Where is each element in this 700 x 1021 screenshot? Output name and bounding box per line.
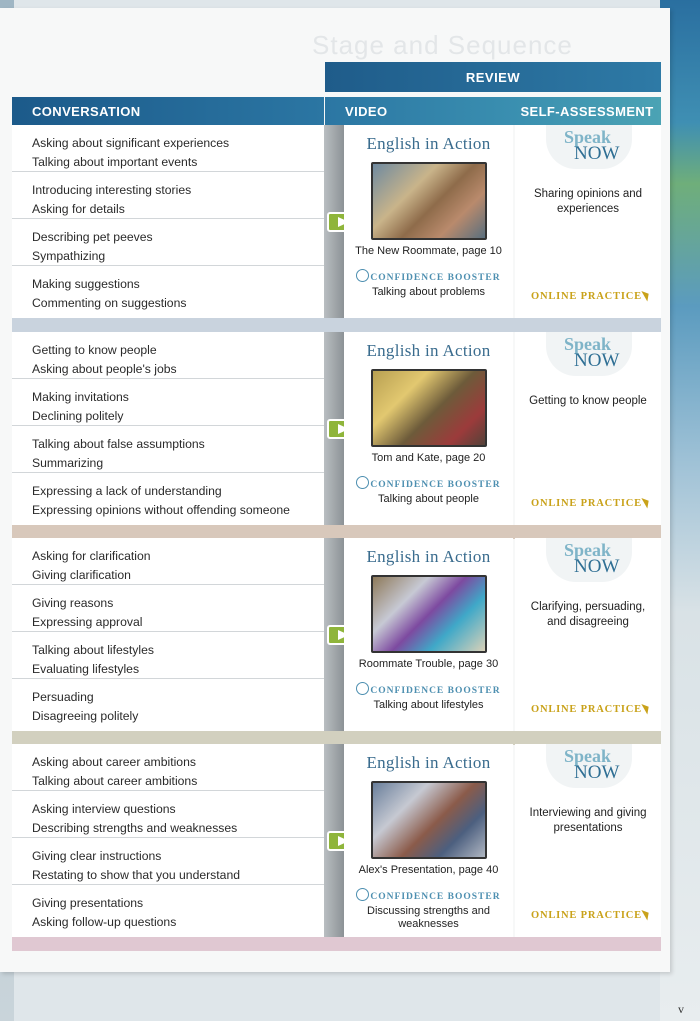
self-assessment-topic: Interviewing and giving presentations [529, 807, 647, 834]
conversation-item [12, 125, 324, 172]
conversation-line-2: Expressing approval [32, 615, 143, 629]
unit-separator [12, 525, 661, 539]
conversation-line-1: Asking about significant experiences [32, 136, 230, 150]
confidence-booster-topic: Talking about lifestyles [373, 699, 484, 711]
online-practice-label: ONLINE PRACTICE [531, 910, 642, 921]
unit-3 [12, 538, 661, 731]
self-assessment-topic: Sharing opinions and experiences [533, 188, 643, 215]
video-column [344, 538, 513, 731]
conversation-line-1: Giving presentations [32, 896, 144, 910]
conversation-line-2: Asking follow-up questions [32, 915, 177, 929]
self-assessment-topic: Clarifying, persuading, and disagreeing [530, 601, 646, 628]
conversation-column [12, 332, 324, 525]
self-assessment-column [515, 744, 661, 937]
conversation-header: CONVERSATION [12, 97, 324, 125]
confidence-booster-text: CONFIDENCE BOOSTER [370, 480, 501, 490]
online-practice-link[interactable] [531, 908, 649, 921]
conversation-line-1: Asking about career ambitions [32, 755, 196, 769]
self-assessment-column [515, 538, 661, 731]
cursor-icon [641, 496, 651, 509]
conversation-column [12, 744, 324, 937]
video-column [344, 744, 513, 937]
conversation-item [12, 885, 324, 932]
conversation-line-2: Restating to show that you understand [32, 868, 240, 882]
confidence-booster-label [344, 888, 513, 902]
conversation-item [12, 838, 324, 885]
self-assessment-topic: Getting to know people [529, 395, 647, 407]
conversation-line-2: Asking for details [32, 202, 125, 216]
video-column [344, 125, 513, 318]
conversation-line-1: Giving clear instructions [32, 849, 162, 863]
video-thumbnail[interactable] [371, 369, 487, 447]
video-heading: English in Action [366, 134, 491, 153]
conversation-column [12, 538, 324, 731]
confidence-booster-label [344, 269, 513, 283]
speak-word: Speak [564, 127, 612, 147]
online-practice-label: ONLINE PRACTICE [531, 291, 642, 302]
conversation-item [12, 744, 324, 791]
conversation-line-1: Making suggestions [32, 277, 140, 291]
conversation-line-1: Talking about false assumptions [32, 437, 205, 451]
conversation-line-1: Making invitations [32, 390, 129, 404]
conversation-item [12, 219, 324, 266]
conversation-item [12, 473, 324, 520]
now-word: NOW [574, 350, 620, 371]
video-title: Alex's Presentation, page 40 [358, 864, 499, 876]
conversation-line-1: Asking interview questions [32, 802, 176, 816]
conversation-item [12, 791, 324, 838]
conversation-item [12, 172, 324, 219]
self-assessment-column [515, 332, 661, 525]
self-assessment-column [515, 125, 661, 318]
confidence-booster-label [344, 682, 513, 696]
now-word: NOW [574, 143, 620, 164]
circle-icon [356, 269, 369, 282]
speak-word: Speak [564, 334, 612, 354]
confidence-booster-topic: Discussing strengths and weaknesses [367, 905, 490, 930]
conversation-line-2: Talking about important events [32, 155, 198, 169]
online-practice-link[interactable] [531, 496, 649, 509]
video-heading: English in Action [366, 547, 491, 566]
cursor-icon [641, 702, 651, 715]
video-thumbnail[interactable] [371, 781, 487, 859]
confidence-booster-text: CONFIDENCE BOOSTER [370, 892, 501, 902]
ghost-title: Stage and Sequence [312, 30, 573, 60]
speak-word: Speak [564, 540, 612, 560]
speak-now-logo [540, 538, 636, 588]
cursor-icon [641, 289, 651, 302]
conversation-line-2: Disagreeing politely [32, 709, 139, 723]
video-header: VIDEO [325, 97, 513, 125]
speak-now-logo [540, 125, 636, 175]
conversation-line-1: Talking about lifestyles [32, 643, 154, 657]
conversation-line-1: Persuading [32, 690, 94, 704]
circle-icon [356, 682, 369, 695]
conversation-line-1: Expressing a lack of understanding [32, 484, 222, 498]
confidence-booster-label [344, 476, 513, 490]
conversation-item [12, 332, 324, 379]
speak-now-logo [540, 744, 636, 794]
video-thumbnail[interactable] [371, 575, 487, 653]
unit-2 [12, 332, 661, 525]
conversation-item [12, 266, 324, 313]
unit-separator [12, 318, 661, 332]
conversation-item [12, 632, 324, 679]
self-assessment-header: SELF-ASSESSMENT [513, 97, 661, 125]
conversation-line-2: Evaluating lifestyles [32, 662, 140, 676]
conversation-line-1: Getting to know people [32, 343, 157, 357]
page-number: v [678, 1002, 684, 1016]
conversation-line-2: Giving clarification [32, 568, 131, 582]
unit-1 [12, 125, 661, 318]
online-practice-label: ONLINE PRACTICE [531, 704, 642, 715]
conversation-item [12, 426, 324, 473]
circle-icon [356, 476, 369, 489]
online-practice-label: ONLINE PRACTICE [531, 498, 642, 509]
conversation-line-1: Introducing interesting stories [32, 183, 192, 197]
unit-separator [12, 731, 661, 745]
video-thumbnail[interactable] [371, 162, 487, 240]
now-word: NOW [574, 762, 620, 783]
conversation-line-2: Declining politely [32, 409, 124, 423]
video-heading: English in Action [366, 753, 491, 772]
conversation-line-2: Commenting on suggestions [32, 296, 187, 310]
conversation-item [12, 679, 324, 726]
now-word: NOW [574, 556, 620, 577]
conversation-line-1: Giving reasons [32, 596, 114, 610]
unit-4 [12, 744, 661, 937]
video-column [344, 332, 513, 525]
speak-now-logo [540, 332, 636, 382]
conversation-line-1: Describing pet peeves [32, 230, 153, 244]
conversation-line-2: Describing strengths and weaknesses [32, 821, 238, 835]
speak-word: Speak [564, 746, 612, 766]
online-practice-link[interactable] [531, 289, 649, 302]
conversation-line-2: Expressing opinions without offending someone [32, 503, 290, 517]
cursor-icon [641, 908, 651, 921]
conversation-column [12, 125, 324, 318]
conversation-line-2: Talking about career ambitions [32, 774, 198, 788]
unit-separator [12, 937, 661, 951]
video-title: The New Roommate, page 10 [355, 245, 502, 257]
confidence-booster-text: CONFIDENCE BOOSTER [370, 273, 501, 283]
conversation-line-2: Summarizing [32, 456, 104, 470]
video-heading: English in Action [366, 341, 491, 360]
conversation-item [12, 379, 324, 426]
conversation-line-2: Asking about people's jobs [32, 362, 177, 376]
confidence-booster-text: CONFIDENCE BOOSTER [370, 686, 501, 696]
circle-icon [356, 888, 369, 901]
review-header: REVIEW [325, 62, 661, 92]
confidence-booster-topic: Talking about problems [371, 286, 486, 298]
video-title: Tom and Kate, page 20 [371, 452, 486, 464]
conversation-item [12, 585, 324, 632]
confidence-booster-topic: Talking about people [378, 493, 479, 505]
video-title: Roommate Trouble, page 30 [358, 658, 499, 670]
conversation-line-2: Sympathizing [32, 249, 106, 263]
conversation-line-1: Asking for clarification [32, 549, 151, 563]
online-practice-link[interactable] [531, 702, 649, 715]
conversation-item [12, 538, 324, 585]
